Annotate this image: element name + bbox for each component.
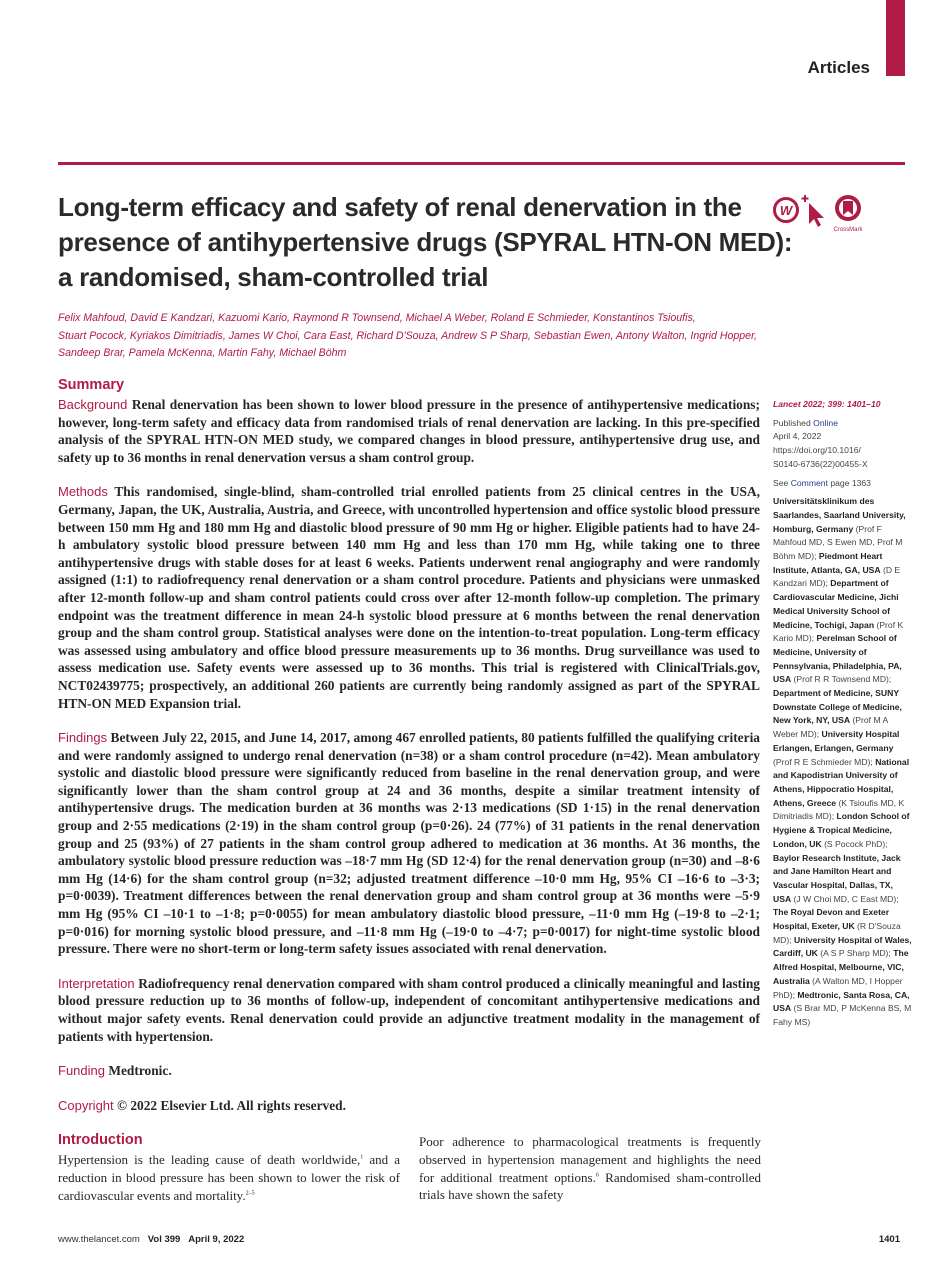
reference-link[interactable]: 1 — [360, 1154, 364, 1161]
open-access-icon[interactable] — [775, 199, 798, 222]
publication-date: April 4, 2022 — [773, 431, 822, 442]
summary-heading: Summary — [58, 377, 125, 393]
footer-journal-info — [58, 1234, 244, 1245]
crossmark-label: CrossMark — [833, 227, 863, 233]
affiliation-org: Department of Medicine, SUNY Downstate College of Medicine, New York, NY, USA — [773, 688, 902, 726]
methods-paragraph — [58, 483, 760, 712]
copyright-label: Copyright — [58, 1097, 114, 1113]
comment-page: page 1363 — [827, 477, 871, 488]
reference-link[interactable]: 2–5 — [245, 1190, 255, 1197]
author-line: Stuart Pocock, Kyriakos Dimitriadis, James W Choi, Cara East, Richard D'Souza, Andrew S P Sharp, Sebastian Ewen, Antony Walton, Ingrid Hopper, — [58, 329, 757, 342]
background-label: Background — [58, 397, 128, 412]
interpretation-label: Interpretation — [58, 975, 135, 991]
crossmark-icon[interactable] — [833, 195, 863, 233]
affiliation-people: (S Pocock PhD); — [821, 838, 888, 849]
journal-citation: Lancet 2022; 399: 1401–10 — [773, 399, 881, 409]
comment-reference — [773, 477, 913, 491]
affiliation-org: The Royal Devon and Exeter Hospital, Exeter, UK — [773, 907, 890, 932]
methods-text: This randomised, single-blind, sham-controlled trial enrolled patients from 25 clinical centres in the USA, Germany, Japan, the UK, Australia, Austria, and Greece, with uncontrolled hypertension and office systolic blood pressure between 150 mm Hg and 180 mm Hg and diastolic blood pressure of 90 mm Hg or higher. Eligible patients had to have 24-h ambulatory systolic blood pressure between 140 mm Hg and less than 170 mm Hg, while taking one to three antihypertensive drugs with stable doses for at least 6 weeks. Patients underwent renal angiography and were randomly assigned (1:1) to radiofrequency renal denervation or a sham control procedure. Patients and physicians were unmasked after 12-month follow-up and sham control patients could cross over after 12-month follow-up completion. The primary endpoint was the treatment difference in mean 24-h systolic blood pressure at 6 months between the renal denervation group and the sham control group. Statistical analyses were done on the intention-to-treat population. Long-term efficacy was assessed using ambulatory and office blood pressure measurements up to 36 months. Drug surveillance was used to assess medication use. Safety events were assessed up to 36 months. This trial is registered with ClinicalTrials.gov, NCT02439775; prospectively, an additional 260 patients are currently being randomly assigned as part of the SPYRAL HTN-ON MED Expansion trial. — [58, 484, 760, 711]
funding-text: Medtronic. — [108, 1063, 172, 1079]
introduction-right-column — [419, 1133, 761, 1204]
footer-volume: Vol 399 — [147, 1234, 181, 1245]
affiliation-people: (Prof M A Weber MD); — [773, 715, 888, 740]
affiliation-people: (D E Kandzari MD); — [773, 564, 901, 589]
affiliation-org: Universitätsklinikum des Saarlandes, Saarland University, Homburg, Germany — [773, 496, 906, 534]
background-text: Renal denervation has been shown to lower blood pressure in the presence of antihypertensive medications; however, long-term safety and efficacy data from randomised trials of renal denervation are lacking. In this pre-specified analysis of the SPYRAL HTN-ON MED study, we compared changes in blood pressure, antihypertensive drug use, and safety up to 36 months in renal denervation versus a sham control group. — [58, 397, 760, 465]
findings-paragraph — [58, 729, 760, 958]
affiliation-people: (Prof R R Townsend MD); — [791, 674, 892, 685]
affiliation-people: (Prof K Kario MD); — [773, 619, 904, 644]
publication-info — [773, 417, 913, 472]
doi-line-2[interactable]: S0140-6736(22)00455-X — [773, 458, 868, 469]
red-corner-tab — [886, 0, 905, 76]
findings-text: Between July 22, 2015, and June 14, 2017, among 467 enrolled patients, 80 patients fulfilled the qualifying criteria and were randomly assigned to undergo renal denervation (n=38) or a sham control procedure (n=42). Mean ambulatory systolic and diastolic blood pressure were significantly reduced from baseline in the renal denervation group, and were significantly lower than the sham control group at 24 and 36 months, despite a similar treatment intensity of antihypertensive drugs. The medication burden at 36 months was 2·13 medications (SD 1·15) in the renal denervation group and 2·55 medications (2·19) in the sham control group (p=0·26). 24 (77%) of 31 patients in the renal denervation group and 25 (93%) of 27 patients in the sham control group adhered to medication at 36 months. At 36 months, the ambulatory systolic blood pressure reduction was –18·7 mm Hg (SD 12·4) for the renal denervation group (n=30) and –8·6 mm Hg (14·6) for the sham control group (n=32; adjusted treatment difference –10·0 mm Hg, 95% CI –16·6 to –3·3; p=0·0039). Treatment differences between the renal denervation group and sham control group at 36 months were –5·9 mm Hg (95% CI –10·1 to –1·8; p=0·0055) for mean ambulatory diastolic blood pressure, –11·0 mm Hg (–19·8 to –2·1; p=0·016) for morning systolic blood pressure, and –11·8 mm Hg (–19·0 to –4·7; p=0·0017) for night-time systolic blood pressure. There were no short-term or long-term safety issues associated with renal denervation. — [58, 730, 760, 957]
article-title — [58, 190, 793, 295]
intro-text: Randomised sham-controlled trials have shown the safety — [419, 1169, 762, 1203]
affiliation-org: National and Kapodistrian University of Athens, Hippocratio Hospital, Athens, Greece — [773, 756, 910, 808]
interpretation-text: Radiofrequency renal denervation compared with sham control produced a clinically meaningful and lasting blood pressure reduction up to 36 months of follow-up, independent of concomitant antihypertensive medications and without major safety events. Renal denervation could provide an adjunctive treatment modality in the management of patients with hypertension. — [58, 975, 761, 1044]
intro-text: Poor adherence to pharmacological treatments is frequently observed in hypertension management and highlights the need for additional treatment options. — [419, 1134, 761, 1185]
affiliation-people: (A S P Sharp MD); — [817, 948, 891, 959]
svg-text:W: W — [779, 203, 793, 218]
affiliation-people: (A Walton MD, I Hopper PhD); — [773, 975, 903, 1000]
intro-text: and a reduction in blood pressure has been shown to lower the risk of cardiovascular events and mortality. — [58, 1152, 400, 1203]
affiliation-people: (Prof R E Schmieder MD); — [773, 756, 873, 767]
title-line: a randomised, sham-controlled trial — [58, 262, 489, 292]
affiliation-org: University Hospital Erlangen, Erlangen, Germany — [773, 729, 900, 753]
page-number: 1401 — [878, 1234, 900, 1245]
interpretation-paragraph — [58, 975, 760, 1045]
background-paragraph — [58, 396, 760, 466]
affiliation-people: (Prof F Mahfoud MD, S Ewen MD, Prof M Böhm MD); — [773, 523, 903, 562]
intro-text: Hypertension is the leading cause of death worldwide, — [58, 1152, 361, 1167]
author-line: Sandeep Brar, Pamela McKenna, Martin Fahy, Michael Böhm — [58, 347, 347, 359]
affiliation-org: Baylor Research Institute, Jack and Jane Hamilton Heart and Vascular Hospital, Dallas, TX, USA — [773, 852, 901, 904]
affiliation-people: (J W Choi MD, C East MD); — [791, 893, 899, 904]
affiliation-org: London School of Hygiene & Tropical Medicine, London, UK — [773, 811, 910, 849]
author-list — [58, 310, 763, 363]
affiliation-org: The Alfred Hospital, Melbourne, VIC, Australia — [773, 948, 909, 986]
online-link[interactable]: Online — [813, 417, 838, 428]
findings-label: Findings — [58, 730, 108, 746]
see-label: See — [773, 477, 791, 488]
affiliations — [773, 495, 913, 1029]
affiliation-org: Medtronic, Santa Rosa, CA, USA — [773, 989, 910, 1014]
affiliation-org: Piedmont Heart Institute, Atlanta, GA, USA — [773, 551, 883, 575]
sidebar — [773, 398, 913, 1030]
icons-svg — [772, 193, 868, 233]
introduction-heading: Introduction — [58, 1132, 143, 1148]
cursor-plus-icon[interactable] — [802, 195, 825, 227]
reference-link[interactable]: 6 — [595, 1172, 599, 1179]
footer-site[interactable]: www.thelancet.com — [58, 1234, 140, 1245]
title-line: Long-term efficacy and safety of renal denervation in the — [58, 192, 742, 222]
affiliation-people: (K Tsioufis MD, K Dimitriadis MD); — [773, 797, 905, 822]
copyright-paragraph — [58, 1097, 760, 1115]
abstract — [58, 396, 760, 1114]
top-rule — [58, 162, 905, 165]
affiliation-org: Department of Cardiovascular Medicine, Jichi Medical University School of Medicine, Tochigi, Japan — [773, 578, 899, 630]
affiliation-org: University Hospital of Wales, Cardiff, UK — [773, 934, 912, 959]
footer-date: April 9, 2022 — [188, 1234, 245, 1245]
section-label: Articles — [807, 58, 870, 77]
funding-paragraph — [58, 1062, 760, 1080]
author-line: Felix Mahfoud, David E Kandzari, Kazuomi Kario, Raymond R Townsend, Michael A Weber, Roland E Schmieder, Konstantinos Tsioufis, — [58, 312, 696, 324]
affiliation-org: Perelman School of Medicine, University of Pennsylvania, Philadelphia, PA, USA — [773, 633, 902, 685]
doi-line-1[interactable]: https://doi.org/10.1016/ — [773, 445, 861, 456]
introduction-left-column — [58, 1151, 400, 1204]
funding-label: Funding — [58, 1063, 105, 1079]
article-icons — [772, 193, 868, 233]
copyright-text: © 2022 Elsevier Ltd. All rights reserved. — [117, 1097, 346, 1113]
published-label: Published — [773, 417, 814, 428]
methods-label: Methods — [58, 484, 108, 500]
title-line: presence of antihypertensive drugs (SPYRAL HTN-ON MED): — [58, 227, 793, 257]
comment-link[interactable]: Comment — [790, 477, 828, 488]
citation-block — [773, 398, 913, 412]
affiliation-people: (S Brar MD, P McKenna BS, M Fahy MS) — [773, 1003, 912, 1027]
affiliation-people: (R D'Souza MD); — [773, 921, 901, 945]
